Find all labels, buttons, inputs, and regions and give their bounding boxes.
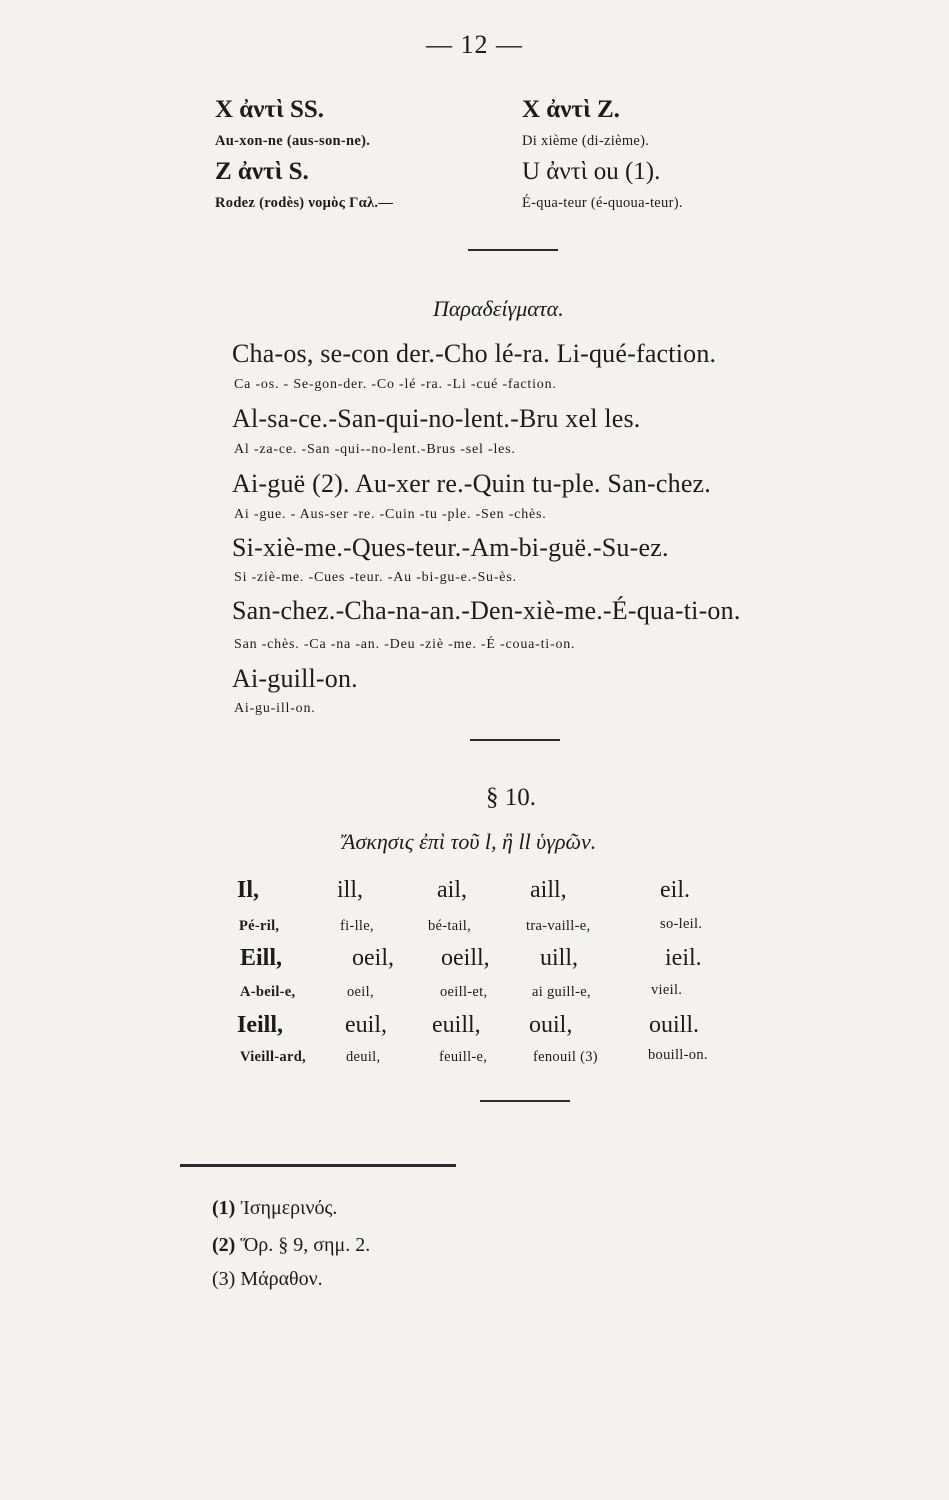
example-line-main: Ai-guill-on. [232,664,358,693]
table-cell-example: oeill-et, [440,984,488,1000]
table-cell-main: ill, [337,877,364,903]
rule-z-s-title: Z ἀντὶ S. [215,158,309,185]
rule-z-s-example: Rodez (rodès) νομὸς Γαλ.— [215,195,394,211]
footnote-text: Ἰσημερινός. [240,1197,338,1219]
footnote-mark: (3) [212,1268,236,1290]
table-cell-main: uill, [540,945,579,971]
footnote-text: Ὅρ. § 9, σημ. 2. [240,1234,371,1256]
table-cell-main: eil. [660,877,690,903]
footnote-mark: (1) [212,1197,236,1219]
footnote-3 [212,1268,323,1291]
footnote-mark: (2) [212,1234,236,1256]
table-cell-main: ouil, [529,1012,573,1038]
table-cell-main: oeill, [441,945,490,971]
table-cell-main: ouill. [649,1012,700,1038]
table-cell-main: Il, [237,877,260,903]
example-line-main: Ai-guë (2). Au-xer re.-Quin tu-ple. San-chez. [232,469,711,498]
divider-3 [480,1100,570,1102]
table-cell-main: Eill, [240,945,283,971]
page-number: — 12 — [426,30,523,59]
rule-u-ou-title: U ἀντὶ ou (1). [522,158,661,185]
example-line-main: Si-xiè-me.-Ques-teur.-Am-bi-guë.-Su-ez. [232,533,669,562]
rule-x-z-example: Di xième (di-zième). [522,133,650,149]
example-line-main: San-chez.-Cha-na-an.-Den-xiè-me.-É-qua-ti-on. [232,596,741,625]
table-cell-example: Pé-ril, [239,918,280,934]
divider-2 [470,739,560,741]
table-cell-example: deuil, [346,1049,381,1065]
footnote-text: Μάραθον. [240,1268,323,1290]
table-cell-example: vieil. [651,982,683,998]
table-cell-example: feuill-e, [439,1049,488,1065]
table-cell-main: Ieill, [237,1012,283,1038]
example-line-pron: Ai -gue. - Aus-ser -re. -Cuin -tu -ple. -Sen -chès. [234,507,547,522]
rule-x-z-title: X ἀντὶ Z. [522,96,620,123]
table-cell-example: Vieill-ard, [240,1049,306,1065]
section-number: § 10. [486,784,536,811]
table-cell-example: fi-lle, [340,918,374,934]
table-cell-example: A-beil-e, [240,984,296,1000]
example-line-main: Al-sa-ce.-San-qui-no-lent.-Bru xel les. [232,404,641,433]
example-line-pron: Al -za-ce. -San -qui--no-lent.-Brus -sel -les. [234,442,516,457]
table-cell-main: aill, [530,877,567,903]
footnote-1 [212,1197,337,1220]
table-cell-main: oeil, [352,945,394,971]
rule-u-ou-example: É-qua-teur (é-quoua-teur). [522,195,683,211]
table-cell-main: euil, [345,1012,387,1038]
table-cell-main: ail, [437,877,467,903]
table-cell-example: ai guill-e, [532,984,591,1000]
footnote-rule [180,1164,456,1167]
table-cell-example: bouill-on. [648,1047,708,1063]
divider-1 [468,249,558,251]
rule-x-ss-title: X ἀντὶ SS. [215,96,325,123]
footnote-2 [212,1234,370,1257]
table-cell-main: ieil. [665,945,702,971]
table-cell-example: bé-tail, [428,918,472,934]
table-cell-example: tra-vaill-e, [526,918,591,934]
table-cell-main: euill, [432,1012,481,1038]
example-line-main: Cha-os, se-con der.-Cho lé-ra. Li-qué-faction. [232,339,717,368]
example-line-pron: San -chès. -Ca -na -an. -Deu -ziè -me. -É -coua-ti-on. [234,637,576,652]
example-line-pron: Ai-gu-ill-on. [234,701,316,716]
table-cell-example: so-leil. [660,916,703,932]
examples-heading: Παραδείγματα. [433,296,564,321]
section-heading: Ἄσκησις ἐπὶ τοῦ l, ἢ ll ὑγρῶν. [342,829,597,854]
table-cell-example: fenouil (3) [533,1049,598,1065]
example-line-pron: Ca -os. - Se-gon-der. -Co -lé -ra. -Li -cué -faction. [234,377,557,392]
table-cell-example: oeil, [347,984,374,1000]
rule-x-ss-example: Au-xon-ne (aus-son-ne). [215,133,371,149]
example-line-pron: Si -ziè-me. -Cues -teur. -Au -bi-gu-e.-Su-ès. [234,570,517,585]
